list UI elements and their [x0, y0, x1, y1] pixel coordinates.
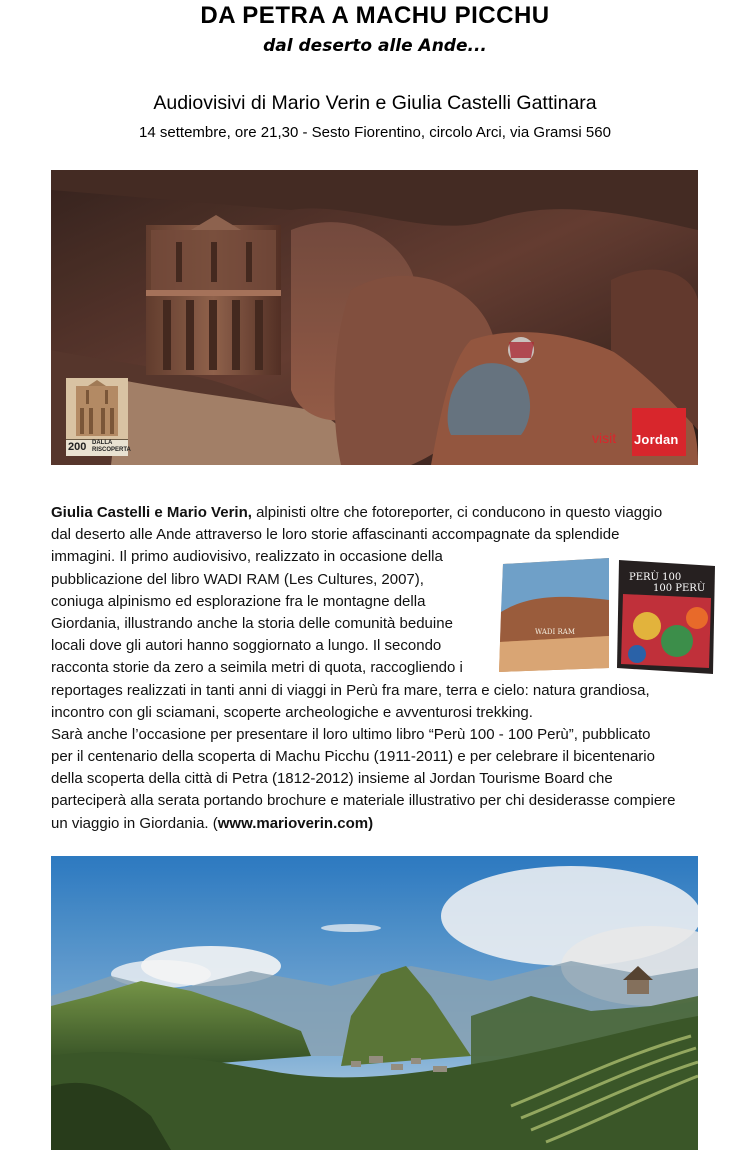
peru-title-a: PERÙ 100 [629, 572, 682, 583]
badge-caption: DALLA RISCOPERTA [92, 440, 131, 453]
books-illustration [497, 556, 719, 678]
poster-subtitle: dal deserto alle Ande... [263, 36, 487, 56]
jordan-label: Jordan [634, 432, 679, 447]
machu-picchu-illustration [51, 856, 698, 1150]
treasury-icon [66, 378, 128, 440]
wadi-ram-book [499, 558, 609, 672]
jordan-logo-box [632, 408, 686, 456]
wadi-ram-title: WADI RAM [535, 628, 575, 636]
website-link[interactable]: www.marioverin.com) [217, 814, 374, 832]
visit-label: visit [592, 430, 617, 446]
authors-line: Audiovisivi di Mario Verin e Giulia Castelli Gattinara [153, 92, 597, 114]
article-line: parteciperà alla serata portando brochure e materiale illustrativo per chi desiderasse compiere [51, 792, 676, 810]
visit-jordan-logo [592, 408, 686, 456]
peru-book [617, 560, 715, 674]
event-details: 14 settembre, ore 21,30 - Sesto Fiorentino, circolo Arci, via Gramsi 560 [139, 124, 611, 141]
article-line: locali dove gli autori hanno soggiornato a lungo. Il secondo [51, 637, 442, 655]
machu-picchu-photo [51, 856, 698, 1150]
peru-title-b: 100 PERÙ [653, 583, 706, 594]
poster-title: DA PETRA A MACHU PICCHU [200, 2, 550, 29]
article-line: immagini. Il primo audiovisivo, realizzato in occasione della [51, 548, 443, 566]
books-image [497, 556, 719, 678]
article-line: dal deserto alle Ande attraverso le loro storie affascinanti accompagnate da splendide [51, 526, 620, 544]
article-line: coniuga alpinismo ed esplorazione fra le montagne della [51, 592, 426, 610]
badge-label [66, 439, 131, 456]
article-line: un viaggio in Giordania. (www.marioverin.com) [51, 814, 374, 832]
article-line: per il centenario della scoperta di Machu Picchu (1911-2011) e per celebrare il bicentenario [51, 748, 655, 766]
badge-number: 200 [68, 441, 87, 453]
article-line: della scoperta della città di Petra (1812-2012) insieme al Jordan Tourisme Board che [51, 770, 613, 788]
article-line: racconta storie da zero a seimila metri di quota, raccogliendo i [51, 659, 463, 677]
article-line: Giordania, illustrando anche la storia delle comunità beduine [51, 614, 453, 632]
article-line: reportages realizzati in tanti anni di viaggi in Perù fra mare, terra e cielo: natura grandiosa, [51, 681, 650, 699]
article-line: incontro con gli sciamani, scoperte archeologiche e avventurosi trekking. [51, 703, 533, 721]
article-line: Giulia Castelli e Mario Verin, alpinisti oltre che fotoreporter, ci conducono in questo viaggio [51, 504, 663, 521]
article-line: pubblicazione del libro WADI RAM (Les Cultures, 2007), [51, 570, 424, 588]
petra-bicentennial-badge [66, 378, 131, 456]
intro-authors: Giulia Castelli e Mario Verin, [51, 504, 252, 521]
article-line: Sarà anche l’occasione per presentare il loro ultimo libro “Perù 100 - 100 Perù”, pubblicato [51, 725, 651, 743]
